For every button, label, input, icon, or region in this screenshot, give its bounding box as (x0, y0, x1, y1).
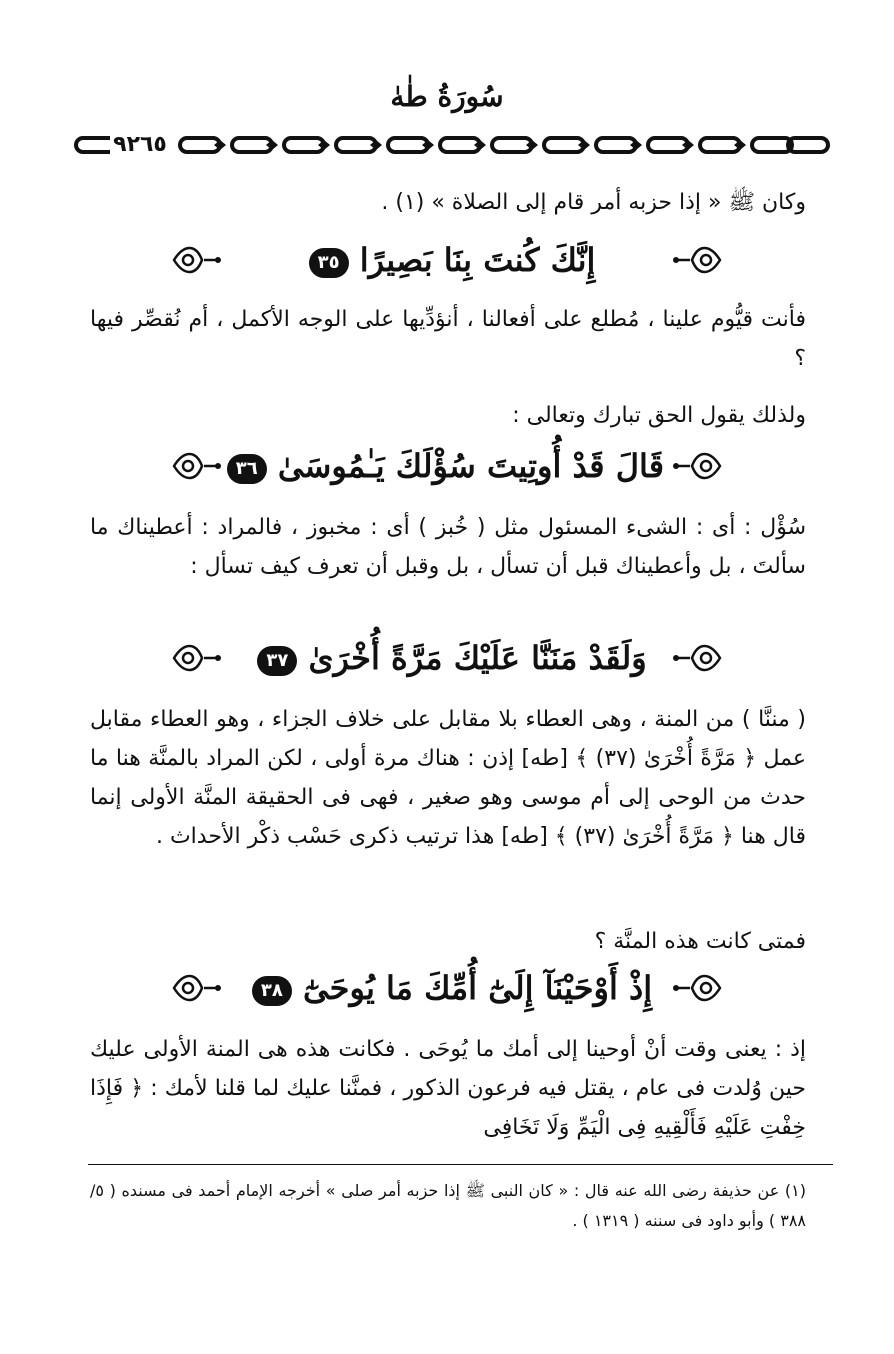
verse-35 (170, 232, 724, 292)
verse-ornament-right-icon (670, 636, 724, 680)
verse-ornament-left-icon (170, 238, 224, 282)
verse-ornament-right-icon (670, 238, 724, 282)
paragraph-7 (90, 1030, 806, 1147)
verse-38 (170, 960, 724, 1020)
verse-ornament-left-icon (170, 636, 224, 680)
verse-38-text: إِذْ أَوْحَيْنَآ إِلَىٰٓ أُمِّكَ مَا يُوحَىٰٓ ٣٨ (230, 960, 664, 1016)
verse-ornament-left-icon (170, 444, 224, 488)
verse-number-badge: ٣٨ (252, 976, 292, 1006)
paragraph-2-text: فأنت قيُّوم علينا ، مُطلع على أفعالنا ، أنؤدِّيها على الوجه الأكمل ، أم نُقصِّر فيها ؟ (90, 307, 806, 371)
verse-37 (170, 630, 724, 690)
paragraph-6-text: فمتى كانت هذه المنَّة ؟ (594, 929, 806, 954)
paragraph-7-text: إذ : يعنى وقت أنْ أوحينا إلى أمك ما يُوحَى . فكانت هذه هى المنة الأولى عليك حين وُلدت فى عام ، يقتل فيه فرعون الذكور ، فمنَّنا عليك لما قلنا لأمك : ﴿ فَإِذَا خِفْتِ عَلَيْهِ فَأَلْقِيهِ فِى الْيَمِّ وَلَا تَخَافِى (90, 1037, 806, 1140)
paragraph-1 (90, 183, 806, 222)
verse-ornament-left-icon (170, 966, 224, 1010)
verse-number-badge: ٣٧ (257, 646, 297, 676)
paragraph-3 (90, 396, 806, 435)
paragraph-4 (90, 508, 806, 586)
verse-36 (170, 438, 724, 498)
paragraph-1-text: وكان ﷺ « إذا حزبه أمر قام إلى الصلاة » (١) . (381, 190, 806, 215)
paragraph-3-text: ولذلك يقول الحق تبارك وتعالى : (512, 403, 806, 428)
surah-title: سُورَةُ طٰهٰ (390, 80, 504, 113)
verse-36-text: قَالَ قَدْ أُوتِيتَ سُؤْلَكَ يَـٰمُوسَىٰ ٣٦ (230, 438, 664, 494)
footnote (90, 1176, 806, 1236)
chain-border-ornament (72, 130, 832, 160)
paragraph-5-text: ( مننَّا ) من المنة ، وهى العطاء بلا مقابل على خلاف الجزاء ، وهو العطاء مقابل عمل ﴿ مَرَّةً أُخْرَىٰ (٣٧) ﴾ [طه] إذن : هناك مرة أولى ، لكن المراد بالمنَّة هنا ما حدث من الوحى إلى أم موسى وهو صغير ، فهى فى الحقيقة المنَّة الأولى إنما قال هنا ﴿ مَرَّةً أُخْرَىٰ (٣٧) ﴾ [طه] هذا ترتيب ذكرى حَسْب ذكْر الأحداث . (90, 707, 806, 849)
page-number: ٩٢٦٥ (110, 128, 170, 162)
verse-ornament-right-icon (670, 966, 724, 1010)
verse-number-badge: ٣٥ (309, 248, 349, 278)
paragraph-5 (90, 700, 806, 856)
paragraph-2 (90, 300, 806, 378)
verse-35-text: إِنَّكَ كُنتَ بِنَا بَصِيرًا ٣٥ (230, 232, 664, 288)
footnote-divider (88, 1164, 833, 1165)
verse-ornament-right-icon (670, 444, 724, 488)
paragraph-6 (90, 922, 806, 961)
verse-number-badge: ٣٦ (227, 454, 267, 484)
paragraph-4-text: سُؤْل : أى : الشىء المسئول مثل ( خُبز ) أى : مخبوز ، فالمراد : أعطيناك ما سألتَ ، بل وأعطيناك قبل أن تسأل ، بل وقبل أن تعرف كيف تسأل : (90, 515, 806, 579)
verse-37-text: وَلَقَدْ مَنَنَّا عَلَيْكَ مَرَّةً أُخْرَىٰ ٣٧ (230, 630, 664, 686)
footnote-text: (١) عن حذيفة رضى الله عنه قال : « كان النبى ﷺ إذا حزبه أمر صلى » أخرجه الإمام أحمد فى مسنده ( ٥/ ٣٨٨ ) وأبو داود فى سننه ( ١٣١٩ ) . (90, 1181, 806, 1230)
